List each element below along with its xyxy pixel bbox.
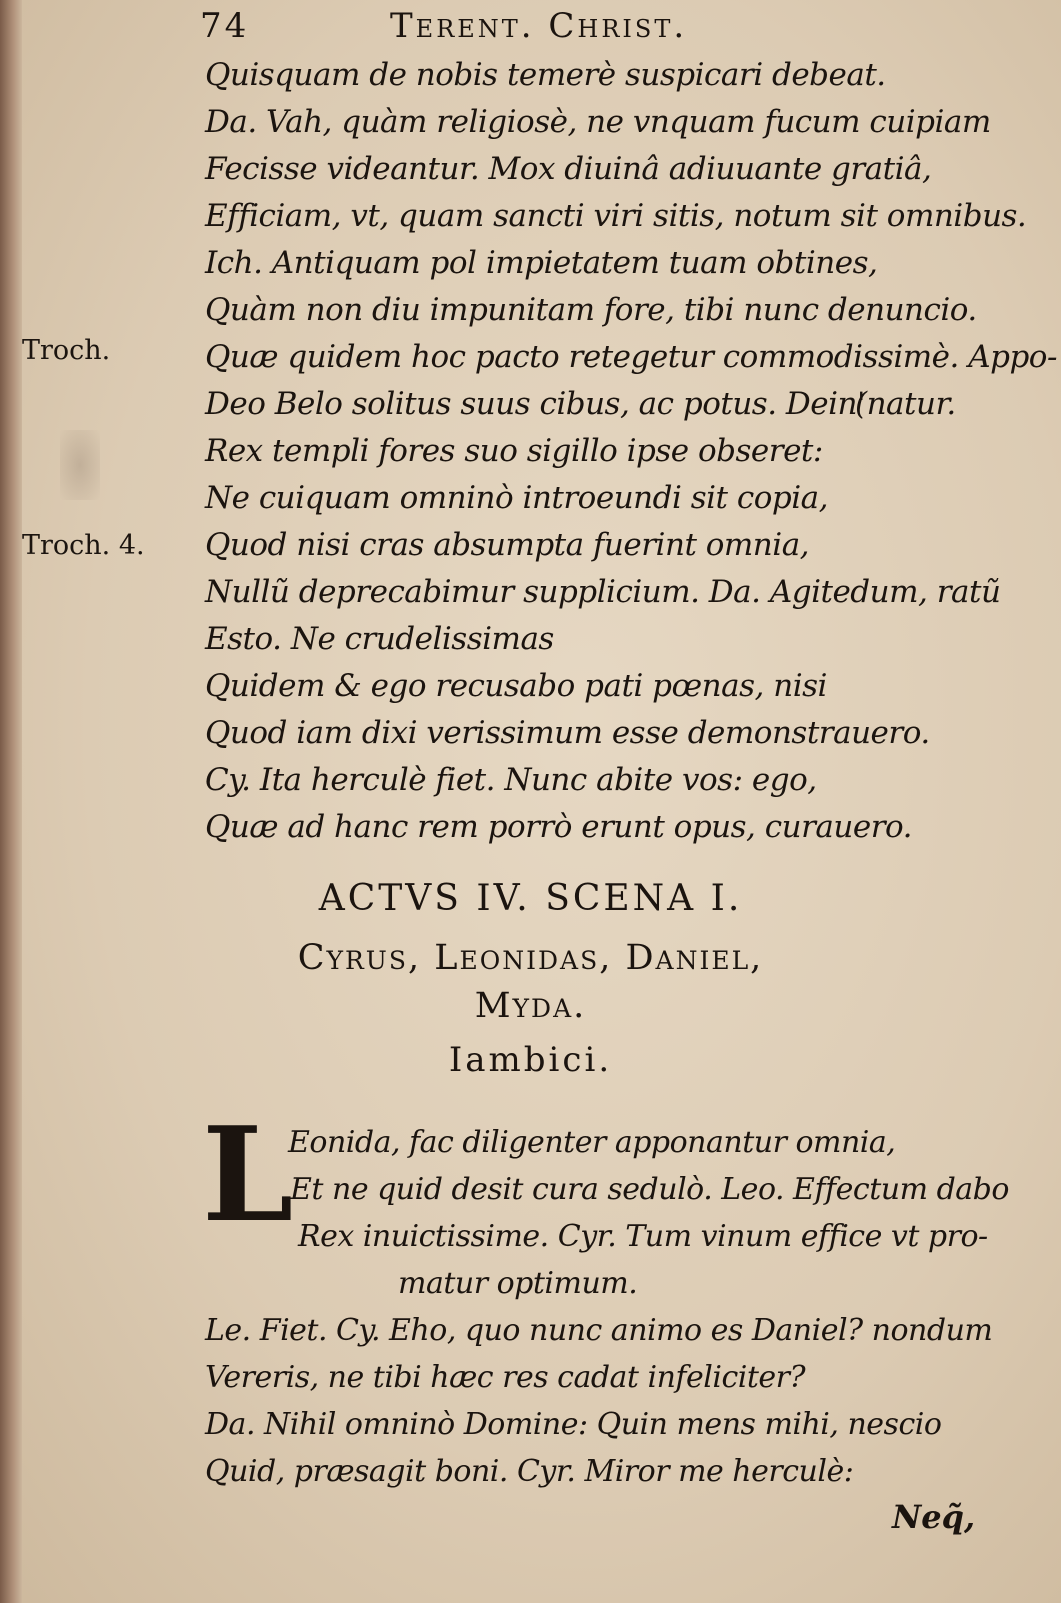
- verse-line: Le. Fiet. Cy. Eho, quo nunc animo es Daniel? nondum: [205, 1313, 993, 1348]
- verse-line: Quisquam de nobis temerè suspicari debeat.: [205, 57, 886, 93]
- page-header: [200, 6, 800, 50]
- verse-line: Quid, præsagit boni. Cyr. Miror me herculè:: [205, 1454, 854, 1489]
- verse-line: Ich. Antiquam pol impietatem tuam obtines,: [205, 245, 878, 281]
- verse-line: Fecisse videantur. Mox diuinâ adiuuante gratiâ,: [205, 151, 932, 187]
- verse-line: Quidem & ego recusabo pati pœnas, nisi: [205, 668, 827, 704]
- verse-line: Da. Vah, quàm religiosè, ne vnquam fucum cuipiam: [205, 104, 991, 140]
- margin-note-troch-4: Troch. 4.: [22, 530, 145, 561]
- verse-line: Quàm non diu impunitam fore, tibi nunc denuncio.: [205, 292, 977, 328]
- line-overflow: (natur.: [855, 386, 956, 422]
- verse-line: Quæ ad hanc rem porrò erunt opus, curauero.: [205, 809, 912, 845]
- page-gutter: [0, 0, 22, 1603]
- verse-line: Eonida, fac diligenter apponantur omnia,: [288, 1125, 896, 1160]
- dramatis-personae-line2: Myda.: [474, 986, 587, 1026]
- verse-line: Quæ quidem hoc pacto retegetur commodissimè. Appo-: [205, 339, 1057, 375]
- metre-label: Iambici.: [448, 1040, 613, 1080]
- verse-line: Esto. Ne crudelissimas: [205, 621, 554, 657]
- drop-cap: L: [202, 1098, 294, 1251]
- dramatis-personae-line1: Cyrus, Leonidas, Daniel,: [297, 938, 764, 978]
- paper-stain: [60, 430, 100, 500]
- verse-line: Efficiam, vt, quam sancti viri sitis, notum sit omnibus.: [205, 198, 1027, 234]
- verse-line: Ne cuiquam omninò introeundi sit copia,: [205, 480, 828, 516]
- catchword: Neq̃,: [892, 1498, 976, 1536]
- verse-line: Et ne quid desit cura sedulò. Leo. Effectum dabo: [290, 1172, 1009, 1207]
- margin-note-troch: Troch.: [22, 335, 111, 366]
- verse-line: Rex templi fores suo sigillo ipse obseret:: [205, 433, 823, 469]
- verse-line: Nullũ deprecabimur supplicium. Da. Agitedum, ratũ: [205, 574, 1001, 610]
- verse-line: Vereris, ne tibi hæc res cadat infeliciter?: [205, 1360, 806, 1395]
- page-number: 74: [200, 6, 250, 46]
- verse-line: Cy. Ita herculè fiet. Nunc abite vos: ego,: [205, 762, 817, 798]
- verse-line: Deo Belo solitus suus cibus, ac potus. Dein': [205, 386, 866, 422]
- verse-block-1: [205, 52, 1057, 851]
- verse-line: Quod nisi cras absumpta fuerint omnia,: [205, 527, 810, 563]
- verse-line: Rex inuictissime. Cyr. Tum vinum effice vt pro-: [298, 1219, 988, 1254]
- verse-line: matur optimum.: [398, 1266, 638, 1301]
- running-head: Terent. Christ.: [390, 6, 688, 46]
- act-heading: ACTVS IV. SCENA I.: [318, 878, 743, 919]
- verse-line: Da. Nihil omninò Domine: Quin mens mihi, nescio: [205, 1407, 942, 1442]
- verse-line: Quod iam dixi verissimum esse demonstrauero.: [205, 715, 930, 751]
